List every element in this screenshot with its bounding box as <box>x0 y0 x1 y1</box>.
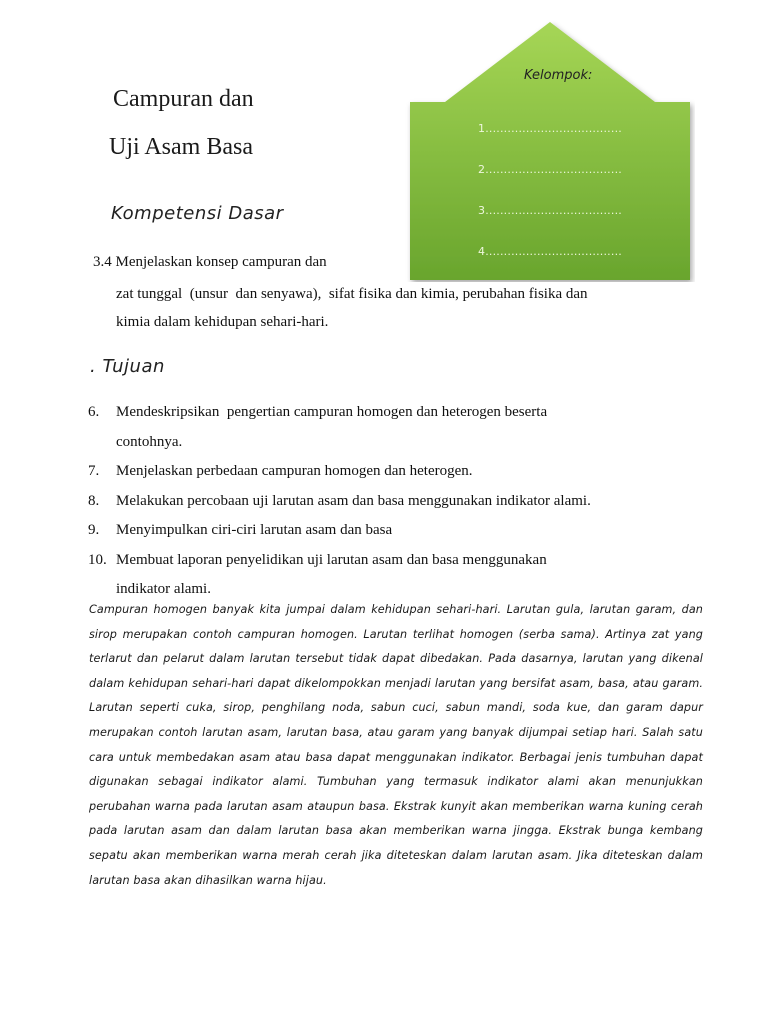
objective-text: Mendeskripsikan pengertian campuran homogen dan heterogen beserta <box>116 404 548 420</box>
group-label: Kelompok: <box>524 68 593 83</box>
objectives-list <box>88 398 668 605</box>
objective-item <box>88 487 668 517</box>
group-box-shape <box>405 20 695 282</box>
objective-number: 10. <box>88 551 107 568</box>
objective-number: 6. <box>88 404 100 420</box>
group-member-line-1[interactable]: 1..................................... <box>478 122 622 135</box>
objective-item <box>88 457 668 487</box>
objective-item <box>88 398 668 457</box>
objective-text-cont: indikator alami. <box>116 581 211 597</box>
explanation-paragraph <box>89 598 703 893</box>
kompetensi-heading: Kompetensi Dasar <box>111 203 284 224</box>
objective-number: 9. <box>88 522 100 538</box>
objective-number: 8. <box>88 492 100 509</box>
objective-item <box>88 546 668 605</box>
paragraph-text: Campuran homogen banyak kita jumpai dalam kehidupan sehari-hari. Larutan gula, larutan garam, dan sirop merupakan contoh campuran homogen. Larutan terlihat homogen (serba sama). Artinya zat yang terlarut dan pelarut dalam larutan tersebut tidak dapat dibedakan. Pada dasarnya, larutan yang dikenal dalam kehidupan sehari-hari dapat dikelompokkan menjadi larutan yang bersifat asam, basa, atau garam. Larutan seperti cuka, sirop, penghilang noda, sabun cuci, sabun mandi, soda kue, dan garam dapur merupakan contoh larutan asam, larutan basa, atau garam yang banyak dijumpai setiap hari. Salah satu cara untuk membedakan asam atau basa dapat menggunakan indikator. Berbagai jenis tumbuhan dapat digunakan sebagai indikator alami. Tumbuhan yang termasuk indikator alami akan menunjukkan perubahan warna pada larutan asam ataupun basa. Ekstrak kunyit akan memberikan warna kuning cerah pada larutan asam dan dalam larutan basa akan memberikan warna jingga. Ekstrak bunga kembang sepatu akan memberikan warna merah cerah jika diteteskan dalam larutan asam. Jika diteteskan dalam larutan basa akan dihasilkan warna hijau. <box>89 603 703 887</box>
title-line-2: Uji Asam Basa <box>109 134 253 160</box>
objective-text: Membuat laporan penyelidikan uji larutan asam dan basa menggunakan <box>116 551 547 568</box>
tujuan-heading: . Tujuan <box>90 356 165 377</box>
group-member-line-2[interactable]: 2..................................... <box>478 163 622 176</box>
kompetensi-line-1: 3.4 Menjelaskan konsep campuran dan <box>93 254 327 270</box>
objective-number: 7. <box>88 463 100 479</box>
objective-text: Menjelaskan perbedaan campuran homogen dan heterogen. <box>116 463 473 479</box>
kompetensi-line-2: zat tunggal (unsur dan senyawa), sifat fisika dan kimia, perubahan fisika dan <box>116 286 588 302</box>
group-member-line-4[interactable]: 4..................................... <box>478 245 622 258</box>
kompetensi-line-3: kimia dalam kehidupan sehari-hari. <box>116 314 329 330</box>
objective-text-cont: contohnya. <box>116 433 183 450</box>
objective-item <box>88 516 668 546</box>
title-line-1: Campuran dan <box>113 86 254 112</box>
group-member-line-3[interactable]: 3..................................... <box>478 204 622 217</box>
objective-text: Melakukan percobaan uji larutan asam dan basa menggunakan indikator alami. <box>116 492 591 509</box>
objective-text: Menyimpulkan ciri-ciri larutan asam dan basa <box>116 522 393 538</box>
